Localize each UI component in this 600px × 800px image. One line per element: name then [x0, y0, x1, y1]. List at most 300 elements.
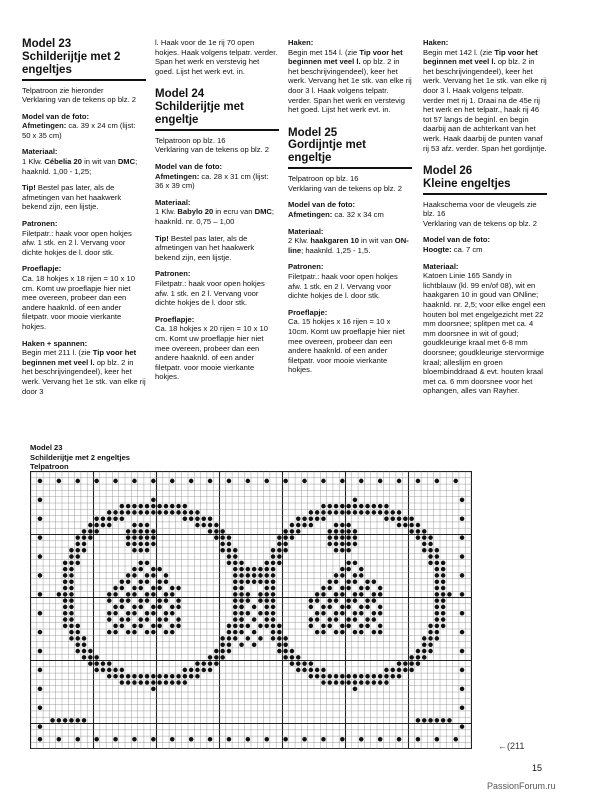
filled-block — [94, 655, 99, 660]
filled-block — [378, 479, 383, 484]
filled-block — [246, 479, 251, 484]
swatch-heading: Proeflapje: — [288, 307, 328, 317]
filled-block — [334, 529, 339, 534]
filled-block — [271, 605, 276, 610]
filled-block — [390, 516, 395, 521]
filled-block — [271, 579, 276, 584]
filled-block — [151, 542, 156, 547]
filled-block — [378, 737, 383, 742]
filled-block — [151, 479, 156, 484]
filled-block — [372, 674, 377, 679]
filled-block — [447, 592, 452, 597]
filled-block — [346, 586, 351, 591]
filled-block — [214, 649, 219, 654]
filled-block — [69, 605, 74, 610]
filled-block — [334, 510, 339, 515]
filled-block — [359, 567, 364, 572]
filled-block — [208, 655, 213, 660]
filled-block — [120, 617, 125, 622]
material-text — [288, 236, 412, 255]
patterns-heading: Patronen: — [155, 269, 191, 279]
filled-block — [138, 548, 143, 553]
filled-block — [113, 624, 118, 629]
filled-block — [233, 611, 238, 616]
patterns-text: Filetpatr.: haak voor open hokjes afw. 1 stk. en 2 l. Vervang voor dichte hokjes de l. door stk. — [288, 272, 398, 301]
filled-block — [302, 737, 307, 742]
filled-block — [384, 504, 389, 509]
filled-block — [239, 586, 244, 591]
filled-block — [164, 573, 169, 578]
patterns-heading: Patronen: — [22, 219, 58, 229]
filled-block — [183, 674, 188, 679]
filled-block — [75, 548, 80, 553]
filled-block — [302, 479, 307, 484]
filled-block — [359, 504, 364, 509]
filled-block — [132, 586, 137, 591]
filled-block — [327, 624, 332, 629]
filled-block — [126, 529, 131, 534]
filled-block — [233, 624, 238, 629]
filled-block — [69, 573, 74, 578]
filled-block — [264, 737, 269, 742]
filled-block — [353, 504, 358, 509]
filled-block — [208, 668, 213, 673]
filled-block — [428, 624, 433, 629]
filled-block — [157, 510, 162, 515]
filled-block — [397, 668, 402, 673]
crochet-pre: Begin met 211 l. (zie — [22, 348, 93, 358]
dimensions-value: ca. 7 cm — [451, 245, 483, 254]
filled-block — [372, 617, 377, 622]
filled-block — [309, 668, 314, 673]
filled-block — [239, 624, 244, 629]
filled-block — [315, 674, 320, 679]
filled-block — [239, 561, 244, 566]
filled-block — [327, 605, 332, 610]
filled-block — [227, 737, 232, 742]
filled-block — [132, 630, 137, 635]
filled-block — [239, 605, 244, 610]
filled-block — [252, 567, 257, 572]
filled-block — [138, 579, 143, 584]
filled-block — [441, 573, 446, 578]
filled-block — [353, 529, 358, 534]
filled-block — [321, 680, 326, 685]
dimensions-label: Afmetingen: — [22, 121, 67, 131]
filled-block — [422, 642, 427, 647]
filled-block — [132, 535, 137, 540]
filled-block — [126, 598, 131, 603]
filled-block — [138, 674, 143, 679]
filled-block — [252, 630, 257, 635]
filled-block — [403, 668, 408, 673]
filled-block — [271, 554, 276, 559]
filled-block — [340, 611, 345, 616]
filled-block — [94, 529, 99, 534]
filled-block — [69, 617, 74, 622]
filled-block — [157, 605, 162, 610]
filled-block — [195, 523, 200, 528]
filled-block — [302, 668, 307, 673]
filled-block — [365, 617, 370, 622]
filled-block — [69, 718, 74, 723]
model-number: Model 25 — [288, 126, 338, 139]
intro-text: Telpatroon op blz. 16 Verklaring van de tekens op blz. 2 — [155, 135, 269, 155]
filled-block — [353, 611, 358, 616]
filled-block — [57, 737, 62, 742]
filled-block — [309, 598, 314, 603]
filled-block — [107, 510, 112, 515]
filled-block — [422, 542, 427, 547]
filled-block — [277, 630, 282, 635]
filled-block — [233, 598, 238, 603]
filled-block — [290, 523, 295, 528]
filled-block — [315, 668, 320, 673]
filled-block — [384, 668, 389, 673]
filled-block — [113, 630, 118, 635]
filled-block — [252, 579, 257, 584]
filled-block — [435, 592, 440, 597]
dimensions — [288, 210, 412, 220]
filled-block — [220, 535, 225, 540]
filled-block — [441, 624, 446, 629]
filled-block — [353, 630, 358, 635]
filled-block — [264, 624, 269, 629]
filled-block — [416, 523, 421, 528]
filled-block — [346, 529, 351, 534]
filled-block — [189, 479, 194, 484]
filled-block — [315, 592, 320, 597]
filled-block — [271, 611, 276, 616]
filled-block — [164, 611, 169, 616]
filled-block — [151, 592, 156, 597]
filled-block — [145, 611, 150, 616]
filled-block — [346, 542, 351, 547]
filled-block — [151, 674, 156, 679]
filled-block — [132, 510, 137, 515]
filled-block — [441, 579, 446, 584]
filled-block — [271, 592, 276, 597]
filled-block — [327, 542, 332, 547]
filled-block — [101, 516, 106, 521]
filled-block — [353, 674, 358, 679]
filled-block — [151, 529, 156, 534]
filled-block — [428, 548, 433, 553]
filled-block — [189, 674, 194, 679]
model-title: Schilderijtje met engeltje — [155, 101, 279, 131]
filled-block — [176, 510, 181, 515]
filled-block — [145, 561, 150, 566]
tip-label: Tip! — [22, 183, 36, 193]
filled-block — [359, 510, 364, 515]
crochet-text — [288, 48, 412, 115]
foto-heading: Model van de foto: — [155, 162, 223, 172]
filled-block — [138, 617, 143, 622]
filled-block — [107, 516, 112, 521]
filled-block — [233, 605, 238, 610]
filled-block — [271, 548, 276, 553]
column-model-24 — [155, 38, 279, 389]
tip-body: Bestel pas later, als de afmetingen van het haakwerk bekend zijn, een lijstje. — [155, 233, 255, 262]
filled-block — [38, 611, 43, 616]
filled-block — [120, 605, 125, 610]
filled-block — [120, 579, 125, 584]
filled-block — [120, 586, 125, 591]
filled-block — [138, 542, 143, 547]
filled-block — [315, 630, 320, 635]
filled-block — [126, 680, 131, 685]
filled-block — [107, 630, 112, 635]
filled-block — [82, 718, 87, 723]
filled-block — [239, 611, 244, 616]
filled-block — [138, 504, 143, 509]
filled-block — [132, 605, 137, 610]
filled-block — [327, 535, 332, 540]
filled-block — [416, 535, 421, 540]
filled-block — [340, 510, 345, 515]
filled-block — [195, 516, 200, 521]
filled-block — [246, 573, 251, 578]
filled-block — [233, 573, 238, 578]
filled-block — [113, 516, 118, 521]
filled-block — [170, 504, 175, 509]
filled-block — [176, 680, 181, 685]
filled-block — [340, 624, 345, 629]
filled-block — [327, 510, 332, 515]
filled-block — [138, 680, 143, 685]
filled-block — [340, 674, 345, 679]
filled-block — [441, 567, 446, 572]
filled-block — [145, 579, 150, 584]
filled-block — [170, 737, 175, 742]
filled-block — [233, 548, 238, 553]
filled-block — [264, 561, 269, 566]
filled-block — [145, 535, 150, 540]
filled-block — [384, 680, 389, 685]
filled-block — [302, 516, 307, 521]
filled-block — [340, 479, 345, 484]
filled-block — [132, 573, 137, 578]
filled-block — [176, 605, 181, 610]
filet-chart-grid — [30, 471, 472, 749]
filled-block — [460, 668, 465, 673]
filled-block — [283, 535, 288, 540]
material-text — [155, 207, 279, 226]
filled-block — [340, 548, 345, 553]
filled-block — [340, 586, 345, 591]
filled-block — [340, 504, 345, 509]
filled-block — [315, 510, 320, 515]
filled-block — [132, 548, 137, 553]
filled-block — [75, 630, 80, 635]
filled-block — [290, 649, 295, 654]
filled-block — [258, 567, 263, 572]
filled-block — [57, 479, 62, 484]
filled-block — [277, 649, 282, 654]
filled-block — [441, 605, 446, 610]
filled-block — [264, 592, 269, 597]
filled-block — [69, 624, 74, 629]
filled-block — [416, 529, 421, 534]
filled-block — [403, 523, 408, 528]
filled-block — [283, 636, 288, 641]
filled-block — [183, 668, 188, 673]
crochet-text — [423, 48, 547, 154]
filled-block — [176, 598, 181, 603]
filled-block — [441, 592, 446, 597]
filled-block — [233, 561, 238, 566]
filled-block — [246, 636, 251, 641]
filled-block — [63, 573, 68, 578]
filled-block — [239, 592, 244, 597]
filled-block — [145, 548, 150, 553]
swatch-text: Ca. 18 hokjes x 18 rijen = 10 x 10 cm. Komt uw proeflapje hier niet mee overeen, probeer dan een andere haaknld. of een ander filetpatr. voor mooie vierkante hokjes. — [22, 274, 135, 331]
filled-block — [101, 523, 106, 528]
filled-block — [277, 554, 282, 559]
filled-block — [164, 680, 169, 685]
filled-block — [346, 624, 351, 629]
filled-block — [315, 617, 320, 622]
filled-block — [227, 548, 232, 553]
filled-block — [428, 630, 433, 635]
filled-block — [151, 611, 156, 616]
filled-block — [138, 598, 143, 603]
filled-block — [315, 611, 320, 616]
model-title: Kleine engeltjes — [423, 178, 547, 195]
filled-block — [346, 567, 351, 572]
filled-block — [220, 548, 225, 553]
filled-block — [334, 674, 339, 679]
filled-block — [170, 592, 175, 597]
filled-block — [258, 592, 263, 597]
filled-block — [340, 523, 345, 528]
model-title: Schilderijtje met 2 engeltjes — [22, 51, 146, 81]
filled-block — [353, 498, 358, 503]
filled-block — [359, 573, 364, 578]
filled-block — [227, 535, 232, 540]
filled-block — [428, 554, 433, 559]
model-number: Model 23 — [22, 38, 72, 50]
filled-block — [145, 592, 150, 597]
filled-block — [416, 661, 421, 666]
filled-block — [189, 510, 194, 515]
filled-block — [69, 592, 74, 597]
crochet-pre: Begin met 142 l. (zie — [423, 47, 495, 57]
filled-block — [460, 498, 465, 503]
filled-block — [334, 611, 339, 616]
filled-block — [315, 598, 320, 603]
filled-block — [138, 523, 143, 528]
continued-text: l. Haak voor de 1e rij 70 open hokjes. Haak volgens telpatr. verder. Span het werk en verstevig het goed. Lijst het werk evt. in. — [155, 38, 278, 76]
filled-block — [82, 542, 87, 547]
filled-block — [189, 516, 194, 521]
filled-block — [435, 718, 440, 723]
swatch-text: Ca. 18 hokjes x 20 rijen = 10 x 10 cm. Komt uw proeflapje hier niet mee overeen, probeer dan een andere haaknld. of een ander filetpatr. voor mooie vierkante hokjes. — [155, 324, 268, 382]
filled-block — [353, 579, 358, 584]
filled-block — [233, 617, 238, 622]
filled-block — [151, 737, 156, 742]
filled-block — [164, 592, 169, 597]
material-brand: DMC — [117, 157, 136, 167]
filled-block — [447, 718, 452, 723]
dimensions-label: Afmetingen: — [155, 171, 200, 181]
filled-block — [359, 586, 364, 591]
filled-block — [138, 586, 143, 591]
filled-block — [145, 542, 150, 547]
filled-block — [460, 554, 465, 559]
filled-block — [283, 655, 288, 660]
filled-block — [334, 579, 339, 584]
filled-block — [183, 680, 188, 685]
filled-block — [145, 674, 150, 679]
filled-block — [183, 504, 188, 509]
filled-block — [378, 624, 383, 629]
filled-block — [88, 523, 93, 528]
filled-block — [38, 573, 43, 578]
filled-block — [88, 655, 93, 660]
filled-block — [264, 573, 269, 578]
filled-block — [309, 523, 314, 528]
filled-block — [271, 598, 276, 603]
filled-block — [277, 561, 282, 566]
filled-block — [126, 611, 131, 616]
filled-block — [176, 624, 181, 629]
filled-block — [340, 605, 345, 610]
filled-block — [195, 661, 200, 666]
filled-block — [346, 598, 351, 603]
filled-block — [94, 661, 99, 666]
filled-block — [359, 592, 364, 597]
filled-block — [82, 642, 87, 647]
filled-block — [384, 674, 389, 679]
filled-block — [353, 573, 358, 578]
filled-block — [422, 529, 427, 534]
filled-block — [283, 649, 288, 654]
filled-block — [321, 516, 326, 521]
filled-block — [164, 630, 169, 635]
filled-block — [365, 586, 370, 591]
filled-block — [132, 611, 137, 616]
filled-block — [460, 611, 465, 616]
filled-block — [378, 630, 383, 635]
filled-block — [208, 737, 213, 742]
filled-block — [397, 661, 402, 666]
filled-block — [334, 598, 339, 603]
filled-block — [75, 479, 80, 484]
column-model-26 — [423, 38, 547, 403]
filled-block — [94, 516, 99, 521]
filled-block — [309, 510, 314, 515]
filled-block — [372, 680, 377, 685]
filled-block — [208, 516, 213, 521]
filled-block — [283, 737, 288, 742]
filled-block — [132, 542, 137, 547]
filled-block — [422, 655, 427, 660]
filled-block — [151, 586, 156, 591]
filled-block — [220, 529, 225, 534]
filled-block — [340, 630, 345, 635]
filled-block — [138, 529, 143, 534]
filled-block — [334, 617, 339, 622]
filled-block — [113, 510, 118, 515]
crochet-pre: Begin met 154 l. (zie — [288, 47, 360, 57]
filled-block — [334, 573, 339, 578]
material-text — [22, 157, 146, 176]
filled-block — [220, 542, 225, 547]
filled-block — [69, 611, 74, 616]
filled-block — [214, 661, 219, 666]
filled-block — [296, 661, 301, 666]
